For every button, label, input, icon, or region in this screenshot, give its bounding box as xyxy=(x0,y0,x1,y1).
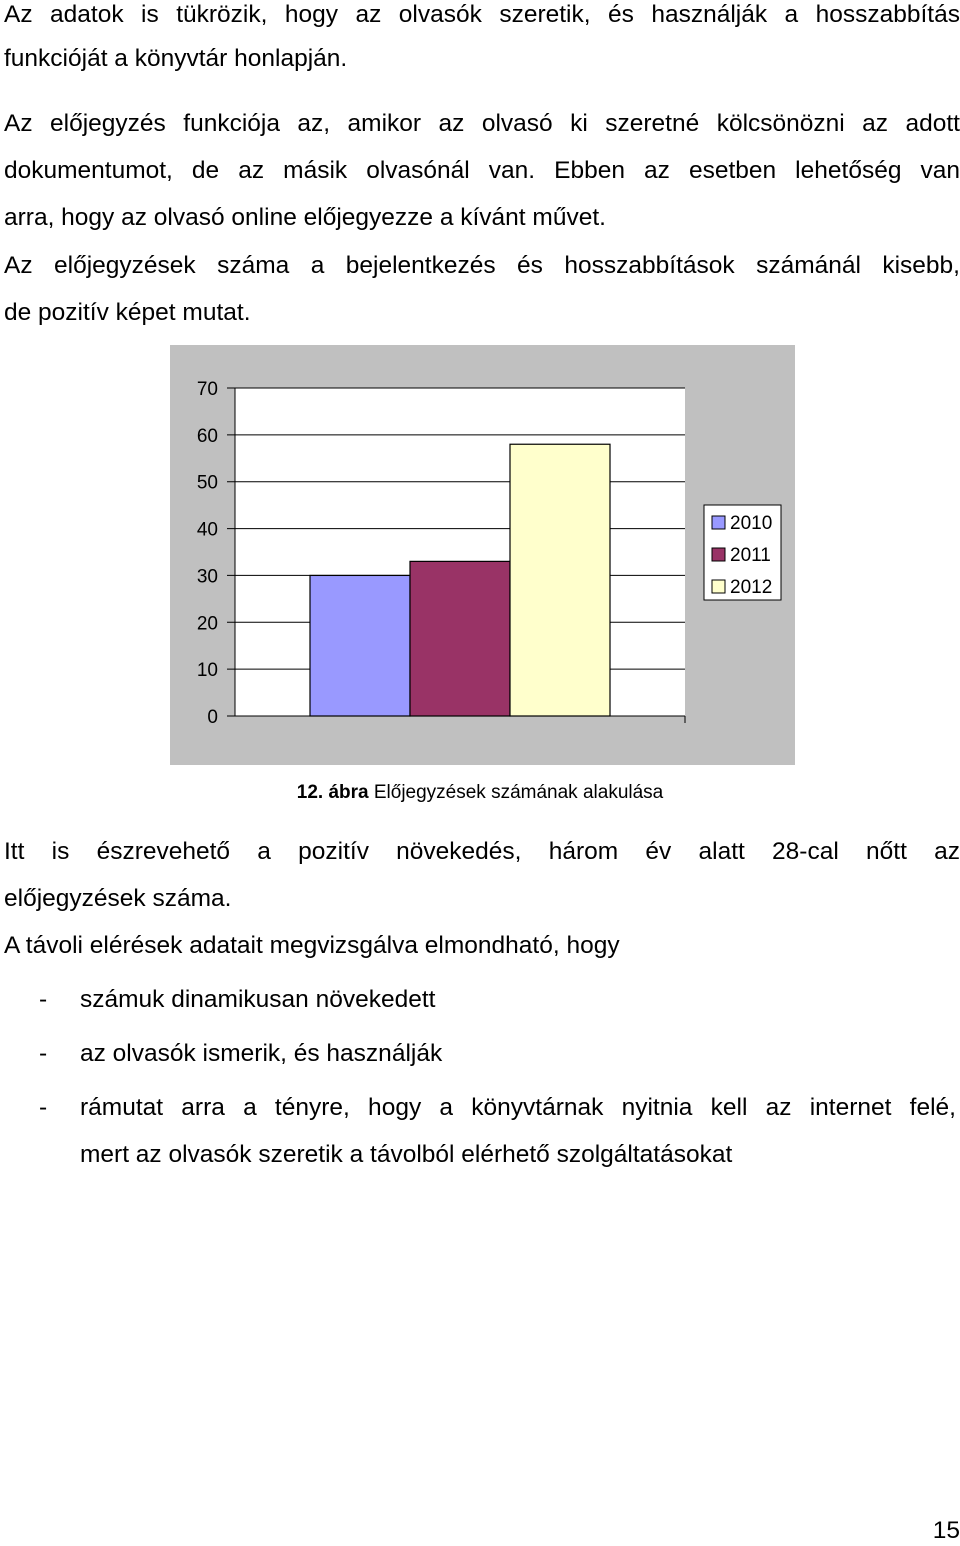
y-tick-label: 50 xyxy=(196,472,218,494)
bullet-item-1: számuk dinamikusan növekedett xyxy=(80,986,436,1013)
legend-label-2012: 2012 xyxy=(730,577,773,598)
bullet-item-3-line-1: rámutat arra a tényre, hogy a könyvtárnak nyitnia kell az internet felé, xyxy=(80,1094,956,1121)
legend-swatch-2011 xyxy=(712,548,725,561)
legend-swatch-2010 xyxy=(712,516,725,529)
bullet-dash-2: - xyxy=(39,1040,48,1067)
legend-swatch-2012 xyxy=(712,580,725,593)
paragraph-2-line-5: de pozitív képet mutat. xyxy=(4,299,251,326)
y-tick-label: 70 xyxy=(196,379,218,400)
y-tick-label: 10 xyxy=(196,660,218,682)
y-tick-label: 0 xyxy=(207,707,218,728)
paragraph-3-line-1: Itt is észrevehető a pozitív növekedés, három év alatt 28-cal nőtt az xyxy=(4,838,960,865)
y-tick-label: 60 xyxy=(196,425,218,447)
y-tick-label: 30 xyxy=(196,566,218,588)
figure-caption-text: Előjegyzések számának alakulása xyxy=(373,782,664,803)
legend-label-2011: 2011 xyxy=(730,545,771,566)
reservations-bar-chart xyxy=(170,345,795,765)
legend-label-2010: 2010 xyxy=(730,513,773,534)
bullet-item-2: az olvasók ismerik, és használják xyxy=(80,1040,443,1067)
bullet-dash-3: - xyxy=(39,1094,48,1121)
bar-2012 xyxy=(510,444,610,716)
paragraph-3-line-2: előjegyzések száma. xyxy=(4,885,232,912)
paragraph-4: A távoli elérések adatait megvizsgálva elmondható, hogy xyxy=(4,932,620,959)
paragraph-2-line-2: dokumentumot, de az másik olvasónál van. Ebben az esetben lehetőség van xyxy=(4,157,960,184)
figure-caption xyxy=(0,781,960,805)
y-tick-label: 20 xyxy=(196,613,218,635)
y-tick-label: 40 xyxy=(196,519,218,541)
paragraph-1-line-1: Az adatok is tükrözik, hogy az olvasók szeretik, és használják a hosszabbítás xyxy=(4,1,960,28)
paragraph-2-line-3: arra, hogy az olvasó online előjegyezze a kívánt művet. xyxy=(4,204,606,231)
paragraph-2-line-4: Az előjegyzések száma a bejelentkezés és hosszabbítások számánál kisebb, xyxy=(4,252,960,279)
figure-number: 12. ábra xyxy=(296,782,369,803)
page-number: 15 xyxy=(932,1517,960,1544)
bullet-dash-1: - xyxy=(39,986,48,1013)
paragraph-2-line-1: Az előjegyzés funkciója az, amikor az olvasó ki szeretné kölcsönözni az adott xyxy=(4,110,960,137)
bar-2010 xyxy=(310,575,410,716)
bar-2011 xyxy=(410,561,510,716)
bullet-item-3-line-2: mert az olvasók szeretik a távolból elérhető szolgáltatásokat xyxy=(80,1141,733,1168)
paragraph-1-line-2: funkcióját a könyvtár honlapján. xyxy=(4,45,348,72)
